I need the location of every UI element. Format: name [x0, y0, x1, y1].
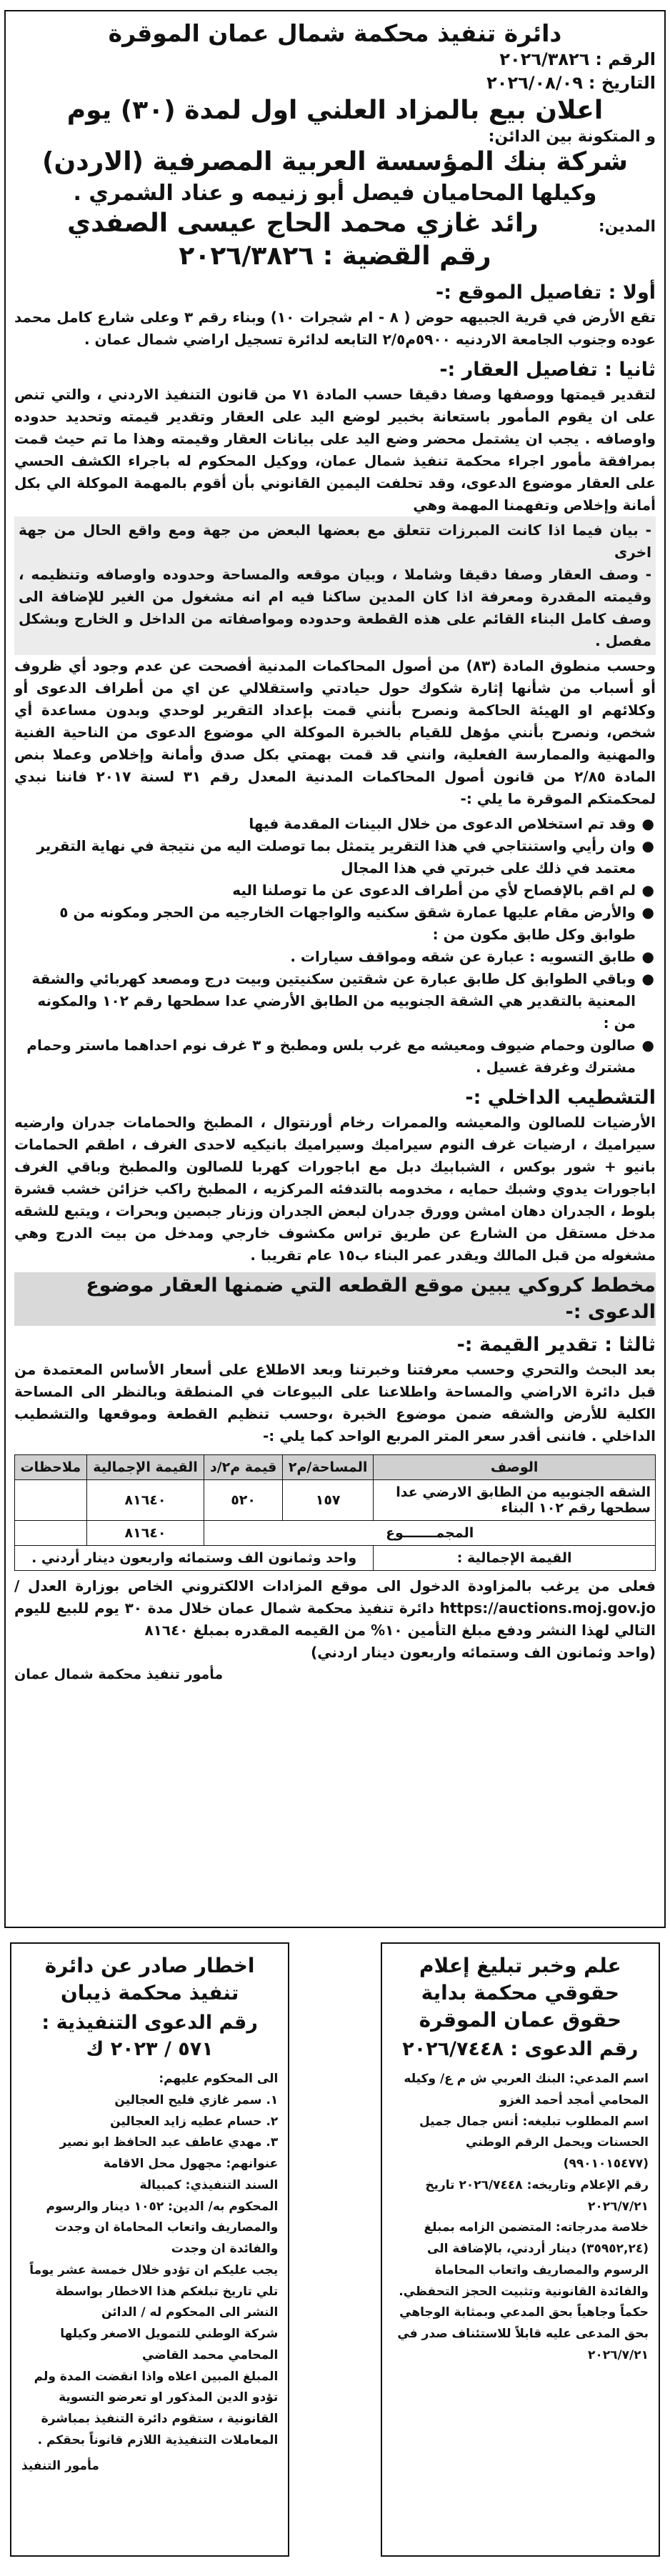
list-item: ● لم اقم بالإفصاح لأي من أطراف الدعوى عن ما توصلنا اليه [14, 879, 656, 902]
notice-execution-warning [10, 1942, 289, 2557]
bottom-notices [4, 1942, 666, 2557]
section-property-text: لتقدير قيمتها ووصفها وصفا دقيقا حسب المادة ٧١ من قانون التنفيذ الاردني ، والتي تنص على ان يقوم المأمور باستعانة بخبير لوضع اليد على العقار وتقدير قيمته وتحديد حدوده واوصافه . يجب ان يشتمل محضر وضع اليد على بيانات العقار وقيمته وهذا ما تم حيث قمت بمرافقة مأمور اجراء محكمة تنفيذ شمال عمان، ووكيل المحكوم له باجراء الكشف الحسي على العقار موضوع الدعوى، وقد تحلفت اليمين القانوني بأن أقوم بالمهمة الموكلة الي بكل أمانة وإخلاص وتفهمنا المهمة وهي [14, 385, 656, 514]
notice-case-number: رقم الدعوى : ٢٠٢٦/٧٤٤٨ [402, 2038, 639, 2061]
table-cell: ١٥٧ [282, 1480, 373, 1521]
table-words-row [15, 1546, 656, 1571]
case-number: رقم القضية : ٢٠٢٦/٣٨٢٦ [179, 241, 491, 271]
words-label: القيمة الإجمالية : [374, 1546, 656, 1571]
notice-line: يجب عليكم ان تؤدو خلال خمسة عشر يوماً تلي تاريخ تبلغكم هذا الاخطار بواسطة النشر الى المحكوم له / الدائن [29, 2262, 279, 2320]
task-line-1: - بيان فيما اذا كانت المبرزات تتعلق مع بعضها البعض من جهة ومع واقع الحال من جهة اخرى [19, 521, 651, 561]
notice-line: ٢. حسام عطيه زايد العجالين [110, 2114, 279, 2129]
bidding-instructions: فعلى من يرغب بالمزاودة الدخول الى موقع المزادات الالكتروني الخاص بوزارة العدل / https://auctions.moj.gov.jo دائرة تنفيذ محكمة شمال عمان خلال مدة ٣٠ يوم للبيع لليوم التالي لهذا النشر ودفع مبلغ التأمين ١٠% من القيمه المقدره بمبلغ ٨١٦٤٠ [14, 1577, 656, 1639]
debtor-name: رائد غازي محمد الحاج عيسى الصفدي [67, 208, 539, 238]
section-valuation-title: ثالثا : تقدير القيمة :- [456, 1334, 656, 1357]
insurance-amount-words: (واحد وثمانون الف وستمائه واربعون دينار اردني) [311, 1644, 656, 1661]
signature: مأمور تنفيذ محكمة شمال عمان [14, 1667, 224, 1682]
creditor-agents: وكيلها المحاميان فيصل أبو زنيمه و عناد الشمري . [73, 180, 597, 206]
table-header: القيمة الإجمالية [86, 1455, 204, 1480]
notice-line: المحكوم به/ الدين: ١٠٥٢ دينار والرسوم والمصاريف واتعاب المحاماة ان وجدت والفائدة ان وجدت [46, 2199, 279, 2257]
table-total-row [15, 1521, 656, 1546]
court-title: دائرة تنفيذ محكمة شمال عمان الموقرة [108, 19, 562, 47]
notice-line: ١. سمر غازي فليح العجالين [114, 2092, 279, 2107]
valuation-table [14, 1454, 656, 1571]
table-cell: الشقه الجنوبيه من الطابق الارضي عدا سطحها رقم ١٠٢ البناء [374, 1480, 656, 1521]
task-line-2: - وصف العقار وصفا دقيقا وشاملا ، وبيان موقعه والمساحة وحدوده واوصافه وتنظيمه ، وقيمته المقدرة ومعرفة اذا كان المدين ساكنا فيه ام انه مشغول من الغير للإضافة الى وصف كامل البناء القائم على هذه القطعة وحدوده ومواصفاته من الداخل و الخارج وبشكل مفصل . [19, 565, 651, 649]
date-label: التاريخ : [588, 72, 656, 93]
table-cell [15, 1521, 87, 1546]
list-item: ● طابق التسويه : عبارة عن شقه ومواقف سيارات . [14, 946, 656, 968]
notice-line: الى المحكوم عليهم: [159, 2072, 279, 2087]
list-item: ● والأرض مقام عليها عمارة شقق سكنيه والواجهات الخارجيه من الحجر ومكونه من ٥ طوابق وكل طابق مكون من : [14, 902, 656, 946]
section-finishing-title: التشطيب الداخلي :- [465, 1086, 656, 1109]
section-property-title: ثانيا : تفاصيل العقار :- [439, 359, 656, 381]
debtor-label: المدين: [598, 217, 656, 236]
reference-number [14, 48, 656, 71]
list-item: ● صالون وحمام ضيوف ومعيشه مع غرب بلس ومطبخ و ٣ غرف نوم احداهما ماستر وحمام مشترك وغرفة غسيل . [14, 1034, 656, 1079]
reference-date [14, 71, 656, 94]
notice-line: خلاصة مدرجاته: المتضمن الزامه بمبلغ (٣٥٩٥٢,٢٤) دينار أردني، بالإضافة الى الرسوم والمصاريف واتعاب المحاماة والفائدة القانونية وتثبيت الحجز التحفظي. [399, 2220, 649, 2299]
table-row [15, 1480, 656, 1521]
notice-line: ٣. مهدي عاطف عبد الحافظ ابو نصير [59, 2135, 279, 2150]
sketch-title: مخطط كروكي يبين موقع القطعه التي ضمنها العقار موضوع الدعوى :- [14, 1272, 656, 1327]
notice-title: اخطار صادر عن دائرة تنفيذ محكمة ذيبان [44, 1954, 255, 2005]
total-value: ٨١٦٤٠ [86, 1521, 204, 1546]
table-header-row [15, 1455, 656, 1480]
section-location-title: أولا : تفاصيل الموقع :- [435, 281, 656, 304]
ref-label: الرقم : [595, 49, 656, 70]
expert-tasks [14, 516, 656, 655]
section-finishing-text: الأرضيات للصالون والمعيشه والممرات رخام أورنتوال ، المطبخ والحمامات جدران وارضيه سيراميك ، ارضيات غرف النوم سيراميك وسيراميك بانيكيه لاحدى الغرف ، اطقم الحمامات بانيو + شور بوكس ، الشبابيك دبل مع اباجورات كهربا للصالون والمطبخ وباقي الغرف اباجورات يدوي وشبك حمايه ، مخدومه بالتدفئه المركزيه ، المطبخ راكب خزائن خشب قشرة بلوط ، الجدران دهان امشن وورق جدران لبعض الجدران وزنار جبصين وبحرات ، ويتبع للشقه مدخل مستقل من الشارع عن طريق تراس مكشوف خارجي ومدخل من بيت الدرج وهي مشغوله من قبل المالك ويقدر عمر البناء ب١٥ عام تقريبا . [14, 1113, 656, 1264]
notice-line: اسم المطلوب تبليغه: أنس جمال جميل الحسنات ويحمل الرقم الوطني (٩٩٠١٠١٥٤٧٧) [419, 2114, 649, 2172]
table-header: الوصف [374, 1455, 656, 1480]
table-header: المساحة/م٢ [282, 1455, 373, 1480]
notice-line: السند التنفيذي: كمبيالة [139, 2177, 279, 2192]
table-cell: ٨١٦٤٠ [86, 1480, 204, 1521]
debtor-row [14, 207, 656, 241]
words-value: واحد وثمانون الف وستمائه واربعون دينار أردني . [15, 1546, 374, 1571]
notice-line: رقم الإعلام وتاريخه: ٢٠٢٦/٧٤٤٨ تاريخ ٢٠٢٦/٧/٢١ [425, 2177, 649, 2214]
notice-notification [381, 1942, 660, 2557]
auction-advertisement [4, 10, 666, 1928]
table-header: قيمة م٢/د [204, 1455, 283, 1480]
notice-title: علم وخبر تبليغ إعلام حقوقي محكمة بداية حقوق عمان الموقرة [419, 1954, 622, 2032]
announcement-title: اعلان بيع بالمزاد العلني اول لمدة (٣٠) يوم [66, 96, 604, 126]
table-cell: ٥٢٠ [204, 1480, 283, 1521]
notice-line: شركة الوطني للتمويل الاصغر وكيلها المحامي محمد القاضي [60, 2327, 279, 2362]
creditor-label: و المتكونة بين الدائن: [488, 127, 656, 146]
findings-list [14, 813, 656, 1079]
section-location-text: تقع الأرض في قرية الجبيهه حوض ( ٨ - ام شجرات ١٠) وبناء رقم ٣ وعلى شارع كامل محمد عوده وجنوب الجامعة الاردنيه ٥٩٠٠م٢/٥ التابعه لدائرة تسجيل اراضي شمال عمان . [14, 309, 656, 349]
expert-declaration: وحسب منطوق المادة (٨٣) من أصول المحاكمات المدنية أفصحت عن عدم وجود أي ظروف أو أسباب من شأنها إثارة شكوك حول حيادتي واستقلالي عن اي من أطراف الدعوى أو وكلائهم او الهيئة الحاكمة ونصرح بأنني قمت بإعداد التقرير لوحدي وبدون مساعدة أي شخص، ونصرح بأنني مؤهل للقيام بالخبرة الموكلة الي موضوع الدعوى من الناحية الفنية والمهنية والممارسة الفعلية، وانني قد قمت بهمتي بكل صدق وأمانة وإخلاص وعملا بنص المادة ٢/٨٥ من قانون أصول المحاكمات المدنية المعدل رقم ٣١ لسنة ٢٠١٧ فاننا نبدي لمحكمتكم الموقرة ما يلي :- [14, 657, 656, 807]
section-valuation-text: بعد البحث والتحري وحسب معرفتنا وخبرتنا وبعد الاطلاع على أسعار الأساس المعتمدة من قبل دائرة الاراضي والمساحة واطلاعنا على البيوعات في المنطقة وبالنظر الى المساحة الكلية للأرض والشقه ضمن موضوع الخبرة ،وحسب تنظيم القطعة وموقعها والتشطيب الداخلي . فاننى أقدر سعر المتر المربع الواحد كما يلي :- [14, 1361, 656, 1444]
notice-signature: مأمور التنفيذ [21, 2458, 99, 2473]
table-cell [15, 1480, 87, 1521]
notice-case-number: رقم الدعوى التنفيذية : ٥٧١ / ٢٠٢٣ ك [41, 2011, 258, 2061]
list-item: ● وقد تم استخلاص الدعوى من خلال البينات المقدمة فيها [14, 813, 656, 835]
ref-value: ٢٠٢٦/٣٨٢٦ [499, 49, 590, 70]
list-item: ● وباقي الطوابق كل طابق عبارة عن شقتين سكنيتين وبيت درج ومصعد كهربائي والشقة المعنية بالتقدير هي الشقة الجنوبيه من الطابق الأرضي عدا سطحها رقم ١٠٢ والمكونه من : [14, 968, 656, 1034]
table-header: ملاحظات [15, 1455, 87, 1480]
notice-line: المبلغ المبين اعلاه واذا انقضت المدة ولم تؤدو الدين المذكور او تعرضو التسوية القانونية ، ستقوم دائرة التنفيذ بمباشرة المعاملات التنفيذية اللازم قانوناً بحقكم . [34, 2369, 279, 2447]
date-value: ٢٠٢٦/٠٨/٠٩ [486, 72, 583, 93]
creditor-name: شركة بنك المؤسسة العربية المصرفية (الاردن) [42, 146, 628, 176]
notice-line: حكماً وجاهياً بحق المدعي وبمثابة الوجاهي بحق المدعى عليه قابلاً للاستئناف صدر في ٢٠٢٦/٧/٢١ [397, 2305, 649, 2362]
notice-line: اسم المدعي: البنك العربي ش م ع/ وكيله المحامي أمجد أحمد الغزو [404, 2072, 649, 2107]
notice-line: عنوانهم: مجهول محل الاقامة [103, 2157, 279, 2172]
total-label: المجمـــــــوع [204, 1521, 656, 1546]
list-item: ● وان رأيي واستنتاجي في هذا التقرير يتمثل بما توصلت اليه من نتيجة في نهاية التقرير معتمد في ذلك على خبرتي في هذا المجال [14, 835, 656, 879]
